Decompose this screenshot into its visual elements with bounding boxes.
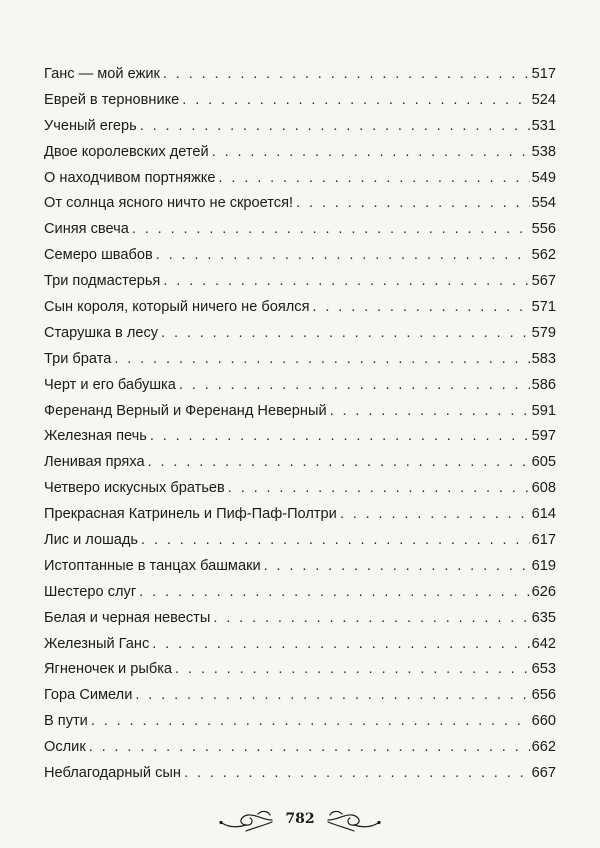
toc-entry-title: Шестеро слуг bbox=[44, 583, 137, 600]
toc-entry bbox=[44, 166, 556, 192]
toc-entry-title: Старушка в лесу bbox=[44, 324, 159, 341]
toc-entry-page: 662 bbox=[531, 739, 556, 756]
toc-entry-page: 524 bbox=[531, 91, 556, 108]
toc-entry-page: 635 bbox=[531, 609, 556, 626]
toc-entry bbox=[44, 683, 556, 709]
toc-entry-title: Лис и лошадь bbox=[44, 532, 139, 549]
toc-entry-page: 653 bbox=[531, 661, 556, 678]
dot-leader bbox=[152, 632, 529, 658]
dot-leader bbox=[139, 580, 529, 606]
dot-leader bbox=[150, 424, 530, 450]
toc-entry-page: 562 bbox=[531, 247, 556, 264]
toc-entry-title: Ягненочек и рыбка bbox=[44, 661, 173, 678]
toc-entry-page: 571 bbox=[531, 299, 556, 316]
dot-leader bbox=[296, 191, 530, 217]
toc-entry-title: Сын короля, который ничего не боялся bbox=[44, 299, 310, 316]
dot-leader bbox=[212, 140, 530, 166]
toc-entry bbox=[44, 554, 556, 580]
toc-entry-page: 619 bbox=[531, 557, 556, 574]
toc-entry-title: Неблагодарный сын bbox=[44, 765, 181, 782]
toc-entry-title: Ференанд Верный и Ференанд Неверный bbox=[44, 402, 327, 419]
toc-entry-title: Гора Симели bbox=[44, 687, 133, 704]
toc-entry bbox=[44, 62, 556, 88]
toc-entry-title: Ослик bbox=[44, 739, 86, 756]
toc-entry bbox=[44, 709, 556, 735]
toc-entry bbox=[44, 217, 556, 243]
toc-entry bbox=[44, 657, 556, 683]
toc-entry-page: 531 bbox=[531, 117, 556, 134]
dot-leader bbox=[340, 502, 530, 528]
toc-entry-page: 538 bbox=[531, 143, 556, 160]
toc-entry bbox=[44, 191, 556, 217]
table-of-contents bbox=[44, 62, 556, 787]
dot-leader bbox=[91, 709, 530, 735]
toc-entry-title: Железная печь bbox=[44, 428, 147, 445]
toc-entry bbox=[44, 243, 556, 269]
toc-entry-page: 556 bbox=[531, 221, 556, 238]
toc-entry bbox=[44, 761, 556, 787]
toc-entry-title: Железный Ганс bbox=[44, 635, 150, 652]
toc-entry bbox=[44, 269, 556, 295]
dot-leader bbox=[161, 321, 530, 347]
toc-entry bbox=[44, 450, 556, 476]
toc-entry bbox=[44, 399, 556, 425]
dot-leader bbox=[132, 217, 530, 243]
dot-leader bbox=[175, 657, 530, 683]
toc-entry-page: 614 bbox=[531, 506, 556, 523]
toc-entry bbox=[44, 476, 556, 502]
toc-entry-page: 617 bbox=[531, 532, 556, 549]
dot-leader bbox=[141, 528, 530, 554]
toc-entry-title: Двое королевских детей bbox=[44, 143, 209, 160]
toc-entry bbox=[44, 140, 556, 166]
toc-entry-page: 626 bbox=[531, 583, 556, 600]
dot-leader bbox=[182, 88, 529, 114]
toc-entry-title: Три брата bbox=[44, 350, 112, 367]
dot-leader bbox=[184, 761, 530, 787]
toc-entry bbox=[44, 580, 556, 606]
dot-leader bbox=[163, 269, 529, 295]
toc-entry-title: О находчивом портняжке bbox=[44, 169, 216, 186]
toc-entry-title: Прекрасная Катринель и Пиф-Паф-Полтри bbox=[44, 506, 337, 523]
toc-entry-page: 579 bbox=[531, 324, 556, 341]
dot-leader bbox=[330, 399, 530, 425]
toc-entry-page: 591 bbox=[531, 402, 556, 419]
toc-entry bbox=[44, 373, 556, 399]
toc-entry-title: Истоптанные в танцах башмаки bbox=[44, 557, 261, 574]
dot-leader bbox=[228, 476, 530, 502]
toc-entry bbox=[44, 735, 556, 761]
page-footer bbox=[0, 806, 600, 834]
toc-entry-title: Черт и его бабушка bbox=[44, 376, 176, 393]
toc-entry-title: Семеро швабов bbox=[44, 247, 153, 264]
dot-leader bbox=[179, 373, 530, 399]
toc-entry-title: Ленивая пряха bbox=[44, 454, 145, 471]
dot-leader bbox=[213, 606, 529, 632]
dot-leader bbox=[264, 554, 530, 580]
dot-leader bbox=[312, 295, 529, 321]
toc-entry-title: Ганс — мой ежик bbox=[44, 66, 160, 82]
toc-entry-page: 549 bbox=[531, 169, 556, 186]
toc-entry-page: 642 bbox=[531, 635, 556, 652]
dot-leader bbox=[148, 450, 530, 476]
toc-entry-page: 656 bbox=[531, 687, 556, 704]
toc-entry-page: 517 bbox=[531, 66, 556, 82]
toc-entry-title: Синяя свеча bbox=[44, 221, 129, 238]
toc-entry-title: От солнца ясного ничто не скроется! bbox=[44, 195, 294, 212]
toc-entry bbox=[44, 321, 556, 347]
dot-leader bbox=[114, 347, 529, 373]
toc-entry bbox=[44, 632, 556, 658]
toc-entry-page: 608 bbox=[531, 480, 556, 497]
toc-entry-title: Три подмастерья bbox=[44, 273, 161, 290]
toc-entry bbox=[44, 347, 556, 373]
toc-entry bbox=[44, 424, 556, 450]
toc-entry-page: 583 bbox=[531, 350, 556, 367]
toc-entry-page: 554 bbox=[531, 195, 556, 212]
toc-entry-title: В пути bbox=[44, 713, 88, 730]
toc-entry-page: 667 bbox=[531, 765, 556, 782]
toc-entry bbox=[44, 295, 556, 321]
dot-leader bbox=[163, 62, 530, 88]
toc-entry-title: Ученый егерь bbox=[44, 117, 137, 134]
toc-entry-title: Белая и черная невесты bbox=[44, 609, 211, 626]
dot-leader bbox=[135, 683, 529, 709]
toc-entry-title: Четверо искусных братьев bbox=[44, 480, 225, 497]
toc-entry bbox=[44, 502, 556, 528]
toc-entry-page: 586 bbox=[531, 376, 556, 393]
toc-entry-page: 567 bbox=[531, 273, 556, 290]
toc-entry-page: 605 bbox=[531, 454, 556, 471]
toc-entry bbox=[44, 528, 556, 554]
dot-leader bbox=[140, 114, 530, 140]
page-number: 782 bbox=[285, 811, 315, 827]
toc-entry-page: 660 bbox=[531, 713, 556, 730]
dot-leader bbox=[89, 735, 530, 761]
toc-entry bbox=[44, 606, 556, 632]
dot-leader bbox=[156, 243, 530, 269]
dot-leader bbox=[218, 166, 529, 192]
toc-entry-page: 597 bbox=[531, 428, 556, 445]
toc-entry bbox=[44, 88, 556, 114]
toc-entry bbox=[44, 114, 556, 140]
toc-entry-title: Еврей в терновнике bbox=[44, 91, 180, 108]
